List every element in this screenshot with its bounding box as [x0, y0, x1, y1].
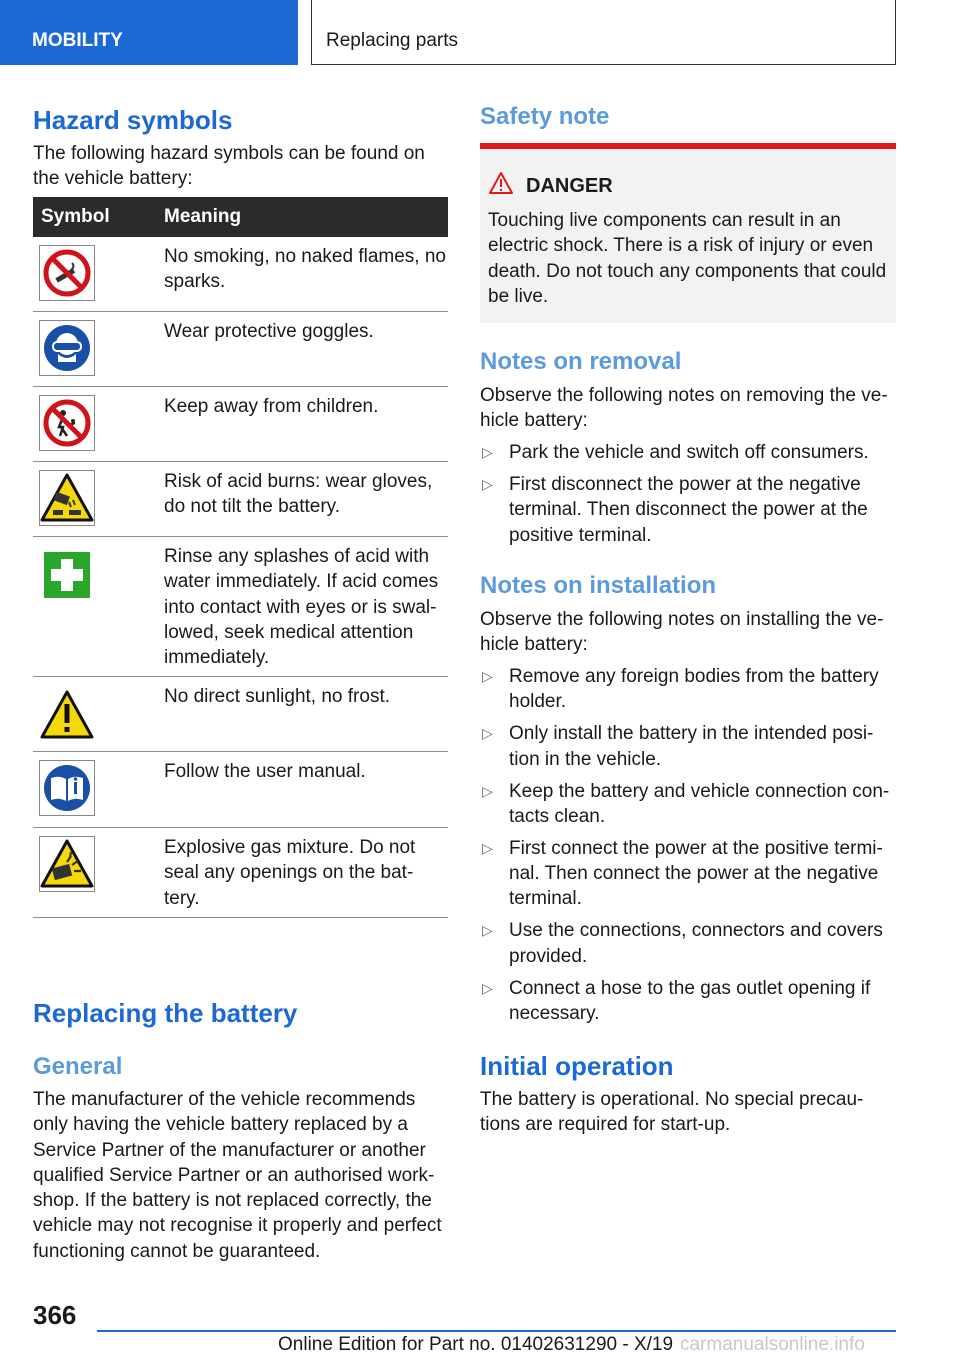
bullet-triangle-icon: ▷ [482, 444, 493, 460]
bullet-triangle-icon: ▷ [482, 979, 493, 996]
initial-operation-text: The battery is operational. No special precau-tions are required for start-up. [480, 1089, 864, 1136]
acid-burn-icon [39, 470, 95, 526]
bullet-triangle-icon: ▷ [482, 839, 493, 856]
row-meaning: Wear protective goggles. [164, 321, 374, 342]
col-symbol-header: Symbol [41, 206, 110, 227]
edition-text: Online Edition for Part no. 01402631290 - X/19 [278, 1334, 674, 1355]
general-text: The manufacturer of the vehicle recommends only having the vehicle battery replaced by a Service Partner of the manufacturer or another qualified Service Partner or an authorised work-shop. If the battery is not replaced correctly, the vehicle may not recognise it properly and perfect functioning cannot be guaranteed. [33, 1089, 442, 1262]
table-row [33, 828, 448, 918]
hazard-intro: The following hazard symbols can be found on the vehicle battery: [33, 143, 425, 190]
row-meaning: No direct sunlight, no frost. [164, 686, 390, 707]
table-header [33, 197, 448, 237]
row-meaning: Risk of acid burns: wear gloves, do not tilt the battery. [164, 471, 433, 518]
no-smoking-icon [39, 245, 95, 301]
keep-away-children-icon [39, 395, 95, 451]
danger-text: Touching live components can result in an electric shock. There is a risk of injury or even death. Do not touch any components that could be live. [488, 210, 887, 307]
bullet-triangle-icon: ▷ [482, 782, 493, 799]
bullet-triangle-icon: ▷ [482, 668, 493, 684]
explosive-icon [39, 836, 95, 892]
safety-note-heading: Safety note [480, 103, 610, 130]
page-number: 366 [33, 1300, 77, 1330]
list-item [480, 721, 896, 772]
section-tab [0, 0, 298, 65]
user-manual-icon [39, 760, 95, 816]
row-meaning: Follow the user manual. [164, 761, 366, 782]
list-item [480, 472, 896, 548]
table-row [33, 387, 448, 462]
footer-divider [97, 1330, 896, 1332]
removal-list [480, 440, 896, 555]
row-meaning: Rinse any splashes of acid with water immediately. If acid comes into contact with eyes or is swal-lowed, seek medical attention immediately. [164, 546, 439, 669]
first-aid-icon [39, 549, 95, 605]
hazard-symbols-heading: Hazard symbols [33, 105, 233, 135]
section-label: MOBILITY [32, 30, 123, 51]
table-row [33, 537, 448, 677]
list-item [480, 664, 896, 715]
bullet-triangle-icon: ▷ [482, 922, 493, 939]
list-item-text: Keep the battery and vehicle connection con-tacts clean. [509, 780, 890, 827]
list-item-text: Park the vehicle and switch off consumers. [509, 442, 869, 463]
table-row [33, 752, 448, 828]
installation-list [480, 664, 896, 1033]
bullet-triangle-icon: ▷ [482, 725, 493, 742]
chapter-header [311, 0, 896, 65]
list-item [480, 918, 896, 969]
replacing-battery-heading: Replacing the battery [33, 998, 298, 1028]
list-item [480, 779, 896, 830]
table-row [33, 237, 448, 312]
list-item [480, 976, 896, 1027]
danger-label: DANGER [526, 174, 613, 197]
hazard-table [33, 197, 448, 918]
table-row [33, 677, 448, 752]
row-meaning: No smoking, no naked flames, no sparks. [164, 246, 446, 293]
chapter-title: Replacing parts [326, 30, 459, 51]
list-item [480, 440, 896, 465]
bullet-triangle-icon: ▷ [482, 475, 493, 492]
danger-title [488, 171, 888, 201]
removal-intro: Observe the following notes on removing the ve-hicle battery: [480, 385, 888, 432]
list-item [480, 836, 896, 912]
installation-intro: Observe the following notes on installing the ve-hicle battery: [480, 609, 884, 656]
table-row [33, 312, 448, 387]
initial-operation-heading: Initial operation [480, 1051, 674, 1081]
warning-icon [39, 687, 95, 743]
list-item-text: Only install the battery in the intended posi-tion in the vehicle. [509, 723, 874, 770]
goggles-icon [39, 320, 95, 376]
notes-installation-heading: Notes on installation [480, 572, 717, 599]
danger-warning-icon [488, 171, 514, 201]
danger-box [480, 143, 896, 323]
watermark: carmanualsonline.info [680, 1334, 865, 1355]
row-meaning: Keep away from children. [164, 396, 379, 417]
list-item-text: First disconnect the power at the negative terminal. Then disconnect the power at the positive terminal. [509, 473, 868, 546]
general-heading: General [33, 1053, 123, 1080]
col-meaning-header: Meaning [164, 206, 242, 227]
row-meaning: Explosive gas mixture. Do not seal any openings on the bat-tery. [164, 837, 416, 909]
list-item-text: Use the connections, connectors and covers provided. [509, 920, 883, 967]
notes-removal-heading: Notes on removal [480, 348, 682, 375]
list-item-text: Connect a hose to the gas outlet opening if necessary. [509, 977, 871, 1024]
list-item-text: First connect the power at the positive termi-nal. Then connect the power at the negative terminal. [509, 837, 883, 910]
list-item-text: Remove any foreign bodies from the battery holder. [509, 666, 879, 713]
table-row [33, 462, 448, 537]
